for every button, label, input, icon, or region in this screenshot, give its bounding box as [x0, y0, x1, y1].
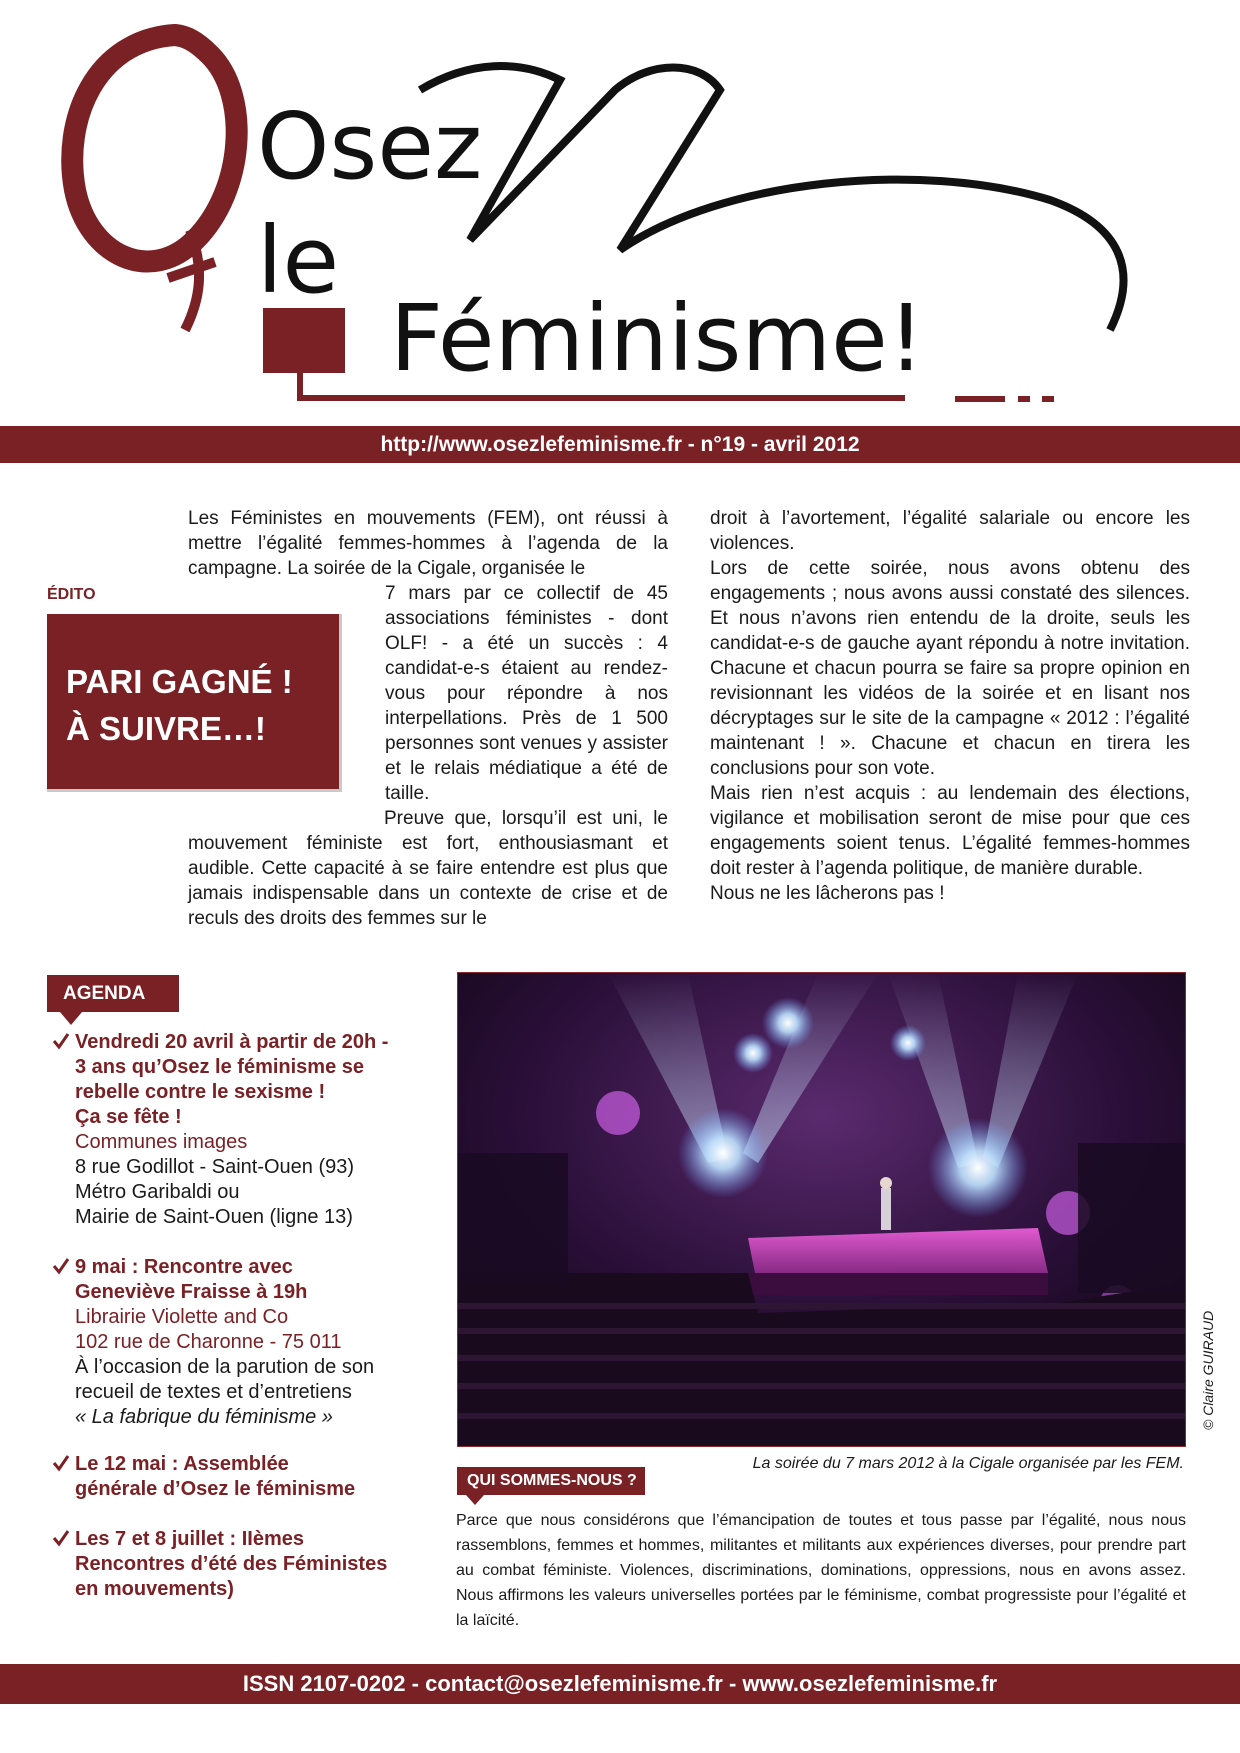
agenda-item-title: Le 12 mai : Assemblée — [75, 1453, 289, 1475]
agenda-item-info: Mairie de Saint-Ouen (ligne 13) — [75, 1206, 353, 1228]
edito-title — [66, 658, 336, 752]
checkmark-icon — [52, 1527, 70, 1549]
qui-sommes-nous-pointer — [466, 1495, 484, 1505]
agenda-item-title: rebelle contre le sexisme ! — [75, 1081, 326, 1103]
agenda-item — [52, 1452, 412, 1502]
agenda-item-title: 9 mai : Rencontre avec — [75, 1256, 293, 1278]
agenda-item-title: Vendredi 20 avril à partir de 20h - — [75, 1031, 389, 1053]
agenda-item-title: Geneviève Fraisse à 19h — [75, 1281, 308, 1303]
checkmark-icon — [52, 1452, 70, 1474]
edito-paragraph: 7 mars par ce collectif de 45 associations féministes - dont OLF! - a été un succès : 4 candidat-e-s étaient au rendez-vous pour répondre à nos interpellations. Près de 1 500 personnes sont venues y assister et le relais médiatique a été de taille. — [385, 583, 668, 804]
checkmark-icon — [52, 1030, 70, 1052]
agenda-item — [52, 1030, 412, 1230]
edito-paragraph: Nous ne les lâcherons pas ! — [710, 883, 945, 904]
edito-column-1-top — [188, 506, 668, 581]
logo-dash — [1018, 396, 1030, 402]
edito-paragraph: Les Féministes en mouvements (FEM), ont réussi à mettre l’égalité femmes-hommes à l’agenda de la campagne. La soirée de la Cigale, organisée le — [188, 508, 668, 579]
concert-photo-illustration — [458, 973, 1186, 1447]
footer-bar: ISSN 2107-0202 - contact@osezlefeminisme.fr - www.osezlefeminisme.fr — [0, 1664, 1240, 1704]
edito-paragraph: droit à l’avortement, l’égalité salariale ou encore les violences. — [710, 508, 1190, 554]
agenda-item-title: générale d’Osez le féminisme — [75, 1478, 356, 1500]
edito-label: ÉDITO — [47, 586, 96, 603]
agenda-item-title: Ça se fête ! — [75, 1106, 182, 1128]
agenda-item-venue: Communes images — [75, 1131, 248, 1153]
edito-title-line: PARI GAGNÉ ! — [66, 663, 293, 700]
edito-paragraph: Lors de cette soirée, nous avons obtenu des engagements ; nous avons aussi constaté des silences. Et nous n’avons rien entendu de la droite, seuls les candidat-e-s de gauche ayant répondu à notre invitation. Chacune et chacun pourra se faire sa propre opinion en revisionnant les vidéos de la soirée et en lisant nos décryptages sur le site de la campagne « 2012 : l’égalité maintenant ! ». Chacune et chacun en tirera les conclusions pour son vote. — [710, 558, 1190, 779]
agenda-item-title: 3 ans qu’Osez le féminisme se — [75, 1056, 365, 1078]
concert-photo — [457, 972, 1186, 1447]
checkmark-icon — [52, 1255, 70, 1277]
agenda-item-title: Rencontres d’été des Féministes — [75, 1553, 388, 1575]
logo-dash — [955, 396, 1005, 402]
agenda-item-info: Métro Garibaldi ou — [75, 1181, 240, 1203]
logo-red-square — [263, 308, 345, 373]
agenda-item-venue: Librairie Violette and Co — [75, 1306, 289, 1328]
edito-paragraph: Preuve que, lorsqu’il est uni, le mouvement féministe est fort, enthousiasmant et audible. Cette capacité à se faire entendre est plus que jamais indispensable dans un contexte de crise et de reculs des droits des femmes sur le — [188, 808, 668, 929]
edito-title-line: À SUIVRE…! — [66, 710, 266, 747]
edito-paragraph: Mais rien n’est acquis : au lendemain des élections, vigilance et mobilisation seront de mise pour que ces engagements soient tenus. L’égalité femmes-hommes doit rester à l’agenda politique, de manière durable. — [710, 783, 1190, 879]
photo-credit: © Claire GUIRAUD — [1200, 1310, 1216, 1430]
qui-sommes-nous-label: QUI SOMMES-NOUS ? — [457, 1467, 645, 1495]
agenda-label-pointer — [60, 1012, 82, 1025]
photo-caption: La soirée du 7 mars 2012 à la Cigale organisée par les FEM. — [752, 1455, 1184, 1472]
qui-sommes-nous-text: Parce que nous considérons que l’émancipation de toutes et tous passe par l’égalité, nous nous rassemblons, femmes et hommes, militantes et militants aux expériences diverses, pour prendre part au combat féministe. Violences, discriminations, dominations, oppressions, nous en avons assez. Nous affirmons les valeurs universelles portées par le féminisme, combat progressiste pour l’égalité et la laïcité. — [456, 1512, 1186, 1629]
agenda-item-info: recueil de textes et d’entretiens — [75, 1381, 352, 1403]
logo-text-le: le — [257, 207, 340, 314]
edito-column-1-wrap — [385, 581, 668, 806]
header-bar: http://www.osezlefeminisme.fr - n°19 - avril 2012 — [0, 426, 1240, 463]
agenda-label: AGENDA — [47, 975, 179, 1012]
agenda-item-title: en mouvements) — [75, 1578, 234, 1600]
logo-dash — [1042, 396, 1054, 402]
agenda-item-venue: 102 rue de Charonne - 75 011 — [75, 1331, 342, 1353]
agenda-item-info: À l’occasion de la parution de son — [75, 1356, 375, 1378]
logo-graphic — [0, 0, 1240, 425]
agenda-item — [52, 1527, 412, 1602]
agenda-item-info: 8 rue Godillot - Saint-Ouen (93) — [75, 1156, 355, 1178]
logo-text-ose: Osez — [257, 93, 483, 200]
logo-text-feminisme: Féminisme! — [390, 285, 925, 392]
agenda-item — [52, 1255, 412, 1430]
agenda-item-title: Les 7 et 8 juillet : IIèmes — [75, 1528, 304, 1550]
masthead-logo — [0, 0, 1240, 425]
agenda-item-book-title: « La fabrique du féminisme » — [75, 1406, 333, 1428]
edito-column-2 — [710, 506, 1190, 906]
edito-column-1-bottom — [188, 806, 668, 931]
logo-o-shape — [72, 35, 236, 261]
